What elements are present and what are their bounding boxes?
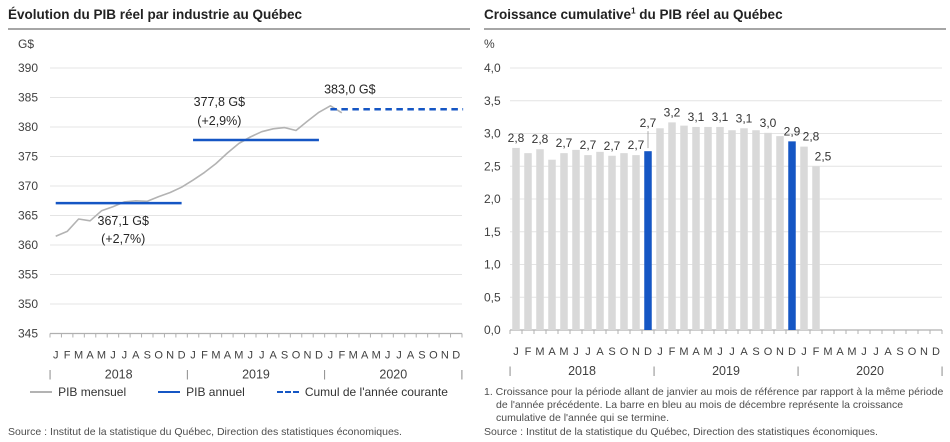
y-tick-label: 375	[18, 149, 39, 164]
year-label: 2018	[568, 364, 596, 378]
month-tick-label: D	[314, 349, 323, 362]
cumulative-growth-bar-chart	[484, 30, 946, 382]
year-separator: |	[48, 369, 52, 381]
year-separator: |	[940, 366, 944, 377]
y-tick-label: 360	[18, 238, 39, 252]
month-tick-label: F	[524, 346, 532, 358]
growth-bar	[656, 128, 664, 330]
month-tick-label: S	[752, 346, 760, 358]
growth-bar	[512, 148, 520, 330]
year-label: 2018	[104, 367, 133, 382]
month-tick-label: N	[920, 346, 928, 358]
month-tick-label: J	[190, 349, 196, 362]
growth-bar	[620, 153, 628, 330]
month-tick-label: M	[559, 346, 569, 358]
year-label: 2019	[712, 364, 740, 378]
bar-value-label: 2,7	[579, 138, 597, 153]
year-separator: |	[323, 369, 326, 381]
month-tick-label: S	[608, 346, 616, 358]
growth-bar	[692, 127, 700, 330]
month-tick-label: O	[291, 349, 301, 362]
legend-item-monthly	[30, 385, 126, 399]
month-tick-label: A	[596, 346, 604, 358]
right-chart-panel	[484, 6, 946, 440]
legend-item-ytd	[277, 385, 448, 399]
month-tick-label: A	[884, 346, 892, 358]
y-tick-label: 3,5	[484, 93, 501, 108]
gray-line-swatch-icon	[30, 391, 52, 393]
growth-bar	[632, 155, 640, 330]
y-tick-label: 390	[18, 61, 39, 75]
month-tick-label: J	[861, 346, 867, 358]
growth-bar	[596, 152, 604, 330]
month-tick-label: J	[247, 349, 254, 362]
year-label: 2020	[856, 364, 884, 378]
growth-bar	[740, 128, 748, 330]
month-tick-label: J	[121, 349, 128, 362]
y-tick-label: 0,0	[484, 323, 501, 337]
legend-label-annual: PIB annuel	[186, 385, 245, 399]
month-tick-label: M	[211, 349, 221, 362]
growth-bar	[728, 130, 736, 330]
growth-bar	[572, 150, 580, 330]
month-tick-label: N	[166, 349, 175, 362]
growth-bar	[680, 126, 688, 330]
annotation-value: 367,1 G$	[97, 214, 149, 229]
month-tick-label: J	[717, 346, 723, 358]
footnote-marker: 1	[631, 6, 636, 16]
y-axis-unit-label: G$	[18, 37, 35, 51]
month-tick-label: O	[763, 346, 773, 358]
bar-value-label: 2,8	[802, 129, 820, 144]
y-tick-label: 345	[18, 326, 39, 341]
y-tick-label: 350	[18, 297, 39, 311]
month-tick-label: J	[384, 349, 391, 362]
month-tick-label: N	[440, 349, 449, 362]
bar-value-label: 2,7	[555, 136, 573, 151]
month-tick-label: S	[143, 349, 151, 362]
bar-value-label: 2,9	[783, 124, 801, 139]
month-tick-label: M	[535, 346, 545, 358]
y-tick-label: 4,0	[484, 61, 501, 75]
month-tick-label: M	[703, 346, 713, 358]
right-chart-title-text: Croissance cumulative	[484, 7, 632, 22]
month-tick-label: J	[52, 349, 59, 362]
december-highlight-bar	[788, 141, 796, 330]
y-tick-label: 3,0	[484, 126, 501, 141]
month-tick-label: A	[406, 349, 415, 362]
growth-bar	[704, 127, 712, 330]
month-tick-label: M	[823, 346, 833, 358]
legend-item-annual	[158, 385, 245, 399]
growth-bar	[752, 130, 760, 330]
month-tick-label: F	[63, 349, 71, 362]
month-tick-label: A	[269, 349, 277, 362]
annotation-growth: (+2,7%)	[101, 232, 146, 247]
month-tick-label: M	[96, 349, 107, 362]
left-source-note: Source : Institut de la statistique du Québec, Direction des statistiques économiques.	[8, 426, 402, 438]
month-tick-label: N	[632, 346, 640, 358]
growth-bar	[524, 153, 532, 330]
growth-bar	[812, 166, 820, 330]
left-chart-panel	[8, 6, 470, 440]
month-tick-label: J	[585, 346, 591, 358]
month-tick-label: S	[418, 349, 426, 362]
y-tick-label: 380	[18, 120, 39, 134]
month-tick-label: A	[132, 349, 140, 362]
left-chart-title-text: Évolution du PIB réel par industrie au Québec	[8, 7, 303, 22]
bar-value-label: 2,7	[603, 138, 621, 153]
y-tick-label: 0,5	[484, 290, 501, 305]
month-tick-label: D	[644, 346, 652, 358]
year-separator: |	[186, 369, 189, 381]
month-tick-label: F	[668, 346, 676, 358]
year-separator: |	[652, 366, 656, 377]
y-tick-label: 2,5	[484, 159, 501, 174]
month-tick-label: J	[327, 349, 334, 362]
month-tick-label: J	[801, 346, 807, 358]
month-tick-label: S	[280, 349, 289, 362]
bar-value-label: 2,8	[531, 132, 549, 147]
month-tick-label: J	[657, 346, 663, 358]
month-tick-label: M	[348, 349, 358, 362]
year-separator: |	[508, 366, 512, 377]
month-tick-label: A	[836, 346, 844, 358]
month-tick-label: O	[429, 349, 438, 362]
december-highlight-bar	[644, 151, 652, 330]
bar-value-label: 2,7	[627, 138, 645, 153]
blue-line-swatch-icon	[158, 391, 180, 393]
year-separator: |	[460, 369, 464, 381]
growth-bar	[668, 122, 676, 330]
legend-label-ytd: Cumul de l'année courante	[304, 385, 448, 399]
month-tick-label: J	[258, 349, 265, 362]
month-tick-label: M	[679, 346, 689, 358]
right-source-note: Source : Institut de la statistique du Québec, Direction des statistiques économiques.	[484, 426, 878, 438]
month-tick-label: F	[812, 346, 820, 358]
bar-value-label: 3,1	[711, 109, 729, 124]
growth-bar	[584, 155, 592, 330]
annotation-value: 383,0 G$	[324, 82, 376, 97]
month-tick-label: A	[740, 346, 748, 358]
month-tick-label: D	[932, 346, 940, 358]
left-chart-title	[8, 6, 470, 30]
month-tick-label: F	[201, 349, 208, 362]
month-tick-label: O	[907, 346, 917, 358]
bar-value-label: 3,0	[759, 115, 777, 130]
month-tick-label: M	[847, 346, 857, 358]
month-tick-label: N	[776, 346, 784, 358]
month-tick-label: D	[452, 349, 461, 362]
month-tick-label: D	[177, 349, 186, 362]
month-tick-label: A	[86, 349, 94, 362]
month-tick-label: A	[223, 349, 232, 362]
y-tick-label: 1,0	[484, 257, 501, 272]
gdp-line-chart	[8, 30, 470, 382]
month-tick-label: A	[361, 349, 369, 362]
year-label: 2019	[242, 367, 270, 382]
growth-bar	[716, 127, 724, 330]
month-tick-label: J	[729, 346, 735, 358]
year-separator: |	[796, 366, 800, 377]
legend-label-monthly: PIB mensuel	[58, 385, 127, 399]
growth-bar	[608, 156, 616, 330]
month-tick-label: J	[396, 349, 402, 362]
y-tick-label: 1,5	[484, 224, 501, 239]
month-tick-label: M	[74, 349, 84, 362]
growth-bar	[776, 136, 784, 330]
y-tick-label: 355	[18, 267, 39, 282]
month-tick-label: D	[788, 346, 796, 358]
right-chart-title-rest: du PIB réel au Québec	[635, 7, 783, 22]
month-tick-label: F	[338, 349, 346, 362]
month-tick-label: J	[513, 346, 519, 358]
blue-dashed-swatch-icon	[277, 391, 299, 393]
y-tick-label: 2,0	[484, 192, 501, 206]
y-axis-unit-label: %	[484, 37, 495, 51]
year-label: 2020	[379, 367, 408, 382]
growth-bar	[536, 149, 544, 330]
month-tick-label: J	[573, 346, 579, 358]
bar-value-label: 3,1	[687, 109, 705, 124]
footnote-text: 1. Croissance pour la période allant de janvier au mois de référence par rapport à la même période de l'année précédente. La barre en bleu au mois de décembre représente la croissance cumulative de l'année qui se termine.	[484, 386, 944, 425]
chart-legend	[8, 385, 470, 399]
bar-value-label: 2,5	[814, 149, 832, 164]
bar-value-label: 3,1	[735, 111, 753, 126]
y-tick-label: 365	[18, 208, 39, 223]
y-tick-label: 385	[18, 90, 39, 105]
month-tick-label: M	[234, 349, 244, 362]
month-tick-label: A	[548, 346, 556, 358]
month-tick-label: J	[873, 346, 879, 358]
growth-bar	[764, 133, 772, 330]
month-tick-label: J	[110, 349, 116, 362]
month-tick-label: O	[619, 346, 629, 358]
annotation-value: 377,8 G$	[193, 94, 246, 109]
month-tick-label: A	[692, 346, 700, 358]
bar-value-label: 3,2	[663, 105, 681, 120]
bar-value-label: 2,8	[507, 130, 525, 145]
month-tick-label: S	[896, 346, 904, 358]
growth-bar	[548, 160, 556, 330]
growth-bar	[560, 153, 568, 330]
bar-value-label: 2,7	[639, 116, 657, 131]
month-tick-label: N	[303, 349, 312, 362]
right-chart-title	[484, 6, 946, 30]
annotation-growth: (+2,9%)	[197, 113, 242, 128]
month-tick-label: M	[371, 349, 381, 362]
y-tick-label: 370	[18, 179, 39, 193]
month-tick-label: O	[154, 349, 163, 362]
growth-bar	[800, 147, 808, 330]
